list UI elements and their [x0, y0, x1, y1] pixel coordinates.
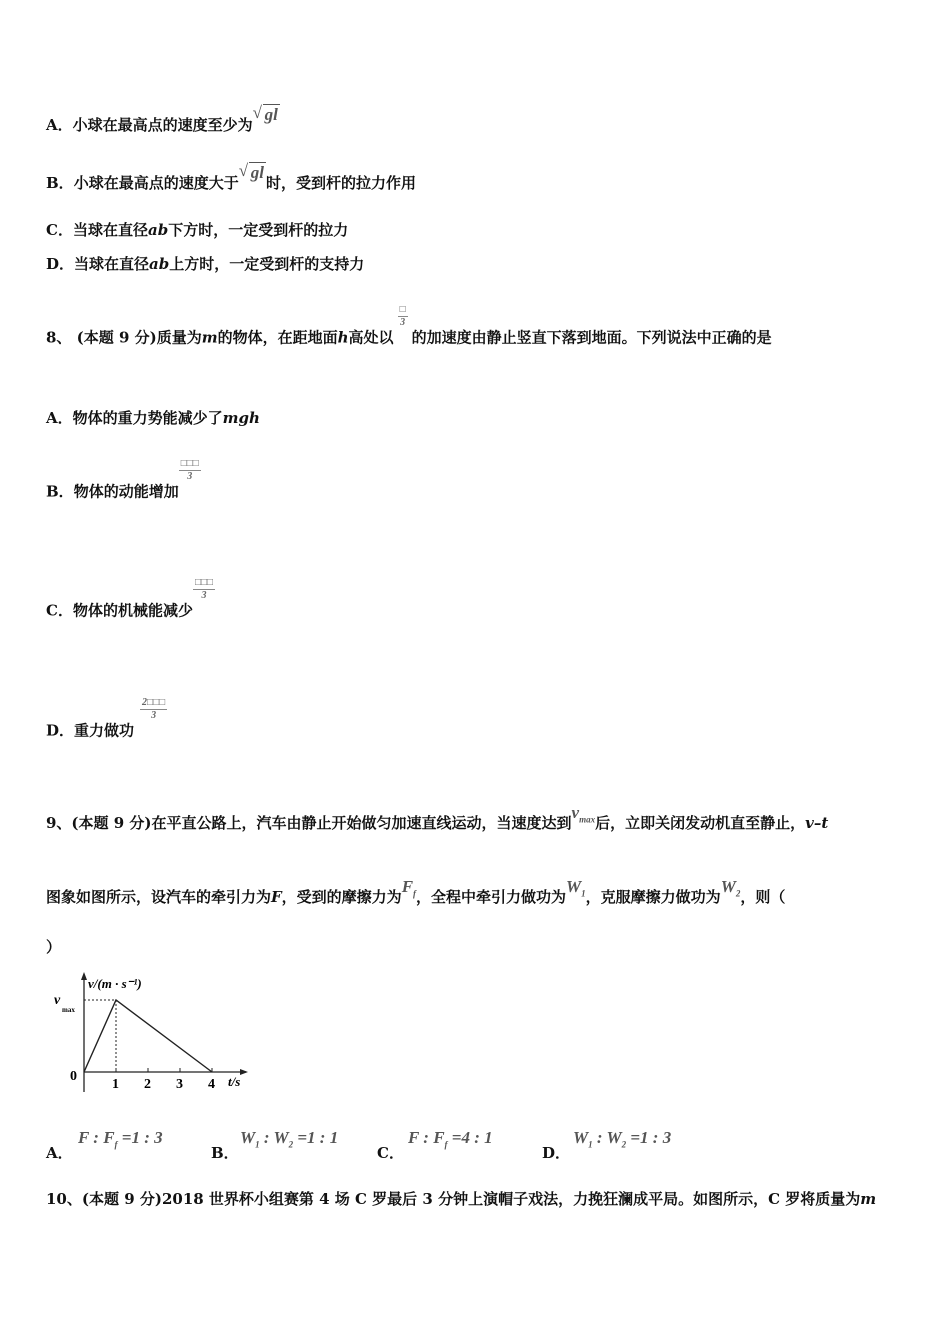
option-label: A．	[46, 116, 73, 134]
x-tick-label-2: 2	[144, 1077, 151, 1092]
sqrt-gl-math: √ gl	[238, 161, 264, 182]
option-label: B．	[46, 174, 74, 192]
q7-option-a	[46, 103, 280, 135]
q8-option-b	[46, 458, 201, 505]
q10-stem-part1: 10、(本题 9 分)2018 世界杯小组赛第 4 场 C 罗最后 3 分钟上演帽子戏法，力挽狂澜成平局。如图所示，C 罗将质量为	[46, 1190, 861, 1208]
q8-stem-part1: 8、 (本题 9 分)质量为	[46, 328, 202, 347]
force-symbol: F	[271, 888, 282, 906]
sqrt-gl-math: √ gl	[252, 103, 278, 124]
option-text: 当球在直径	[74, 255, 150, 273]
option-text: 物体的动能增加	[73, 482, 179, 501]
option-text: 小球在最高点的速度大于	[73, 174, 239, 192]
x-tick-label-1: 1	[112, 1077, 119, 1092]
vmax-label: v	[54, 993, 61, 1008]
option-label: D．	[46, 255, 75, 273]
origin-label: 0	[70, 1069, 77, 1084]
q9-stem-part1: 9、(本题 9 分)在平直公路上，汽车由静止开始做匀加速直线运动，当速度达到	[46, 814, 572, 832]
option-text: 物体的机械能减少	[72, 601, 193, 620]
vt-symbol: v–t	[805, 814, 829, 832]
x-tick-label-3: 3	[176, 1077, 183, 1092]
w1-math: $W_1$	[566, 877, 586, 899]
q7-option-b	[46, 161, 416, 193]
ab-symbol: ab	[149, 255, 170, 273]
option-text-2: 时，受到杆的拉力作用	[265, 174, 416, 192]
option-a-math: F : $F_f =1$ : 3	[78, 1128, 163, 1150]
ab-symbol: ab	[147, 221, 169, 239]
option-text: 物体的重力势能减少了	[72, 409, 223, 427]
mass-symbol: m	[201, 328, 218, 347]
y-axis-arrow	[81, 972, 87, 980]
option-label: D．	[46, 721, 75, 740]
q9-stem-line2	[46, 877, 786, 913]
vt-graph	[50, 970, 260, 1100]
q9-stem-part3: 图象如图所示，设汽车的牵引力为	[46, 888, 272, 906]
q8-stem-part3: 高处以	[348, 328, 394, 347]
q9-stem-part6: ，克服摩擦力做功为	[585, 888, 721, 906]
x-axis-label: t/s	[228, 1074, 241, 1089]
q9-stem-part2: 后，立即关闭发动机直至静止，	[595, 814, 806, 832]
option-b-label: B．	[211, 1144, 239, 1162]
option-text: 重力做功	[74, 721, 135, 740]
option-a-label: A．	[46, 1144, 73, 1162]
option-label: C．	[46, 221, 73, 239]
q8-stem-part2: 的物体，在距地面	[217, 328, 338, 347]
option-d-label: D．	[542, 1144, 571, 1162]
ff-math: $F_f$	[401, 877, 417, 899]
q8-option-a	[46, 408, 260, 428]
q9-stem-part7: ，则（	[740, 888, 786, 906]
x-tick-label-4: 4	[208, 1077, 215, 1092]
g-over-3-fraction: $\frac{□}{3}$	[399, 304, 406, 328]
q8-stem	[46, 304, 772, 351]
mass-symbol: m	[860, 1190, 877, 1208]
x-axis-arrow	[240, 1069, 248, 1075]
option-text: 小球在最高点的速度至少为	[72, 116, 253, 134]
q10-stem	[46, 1189, 876, 1209]
height-symbol: h	[337, 328, 349, 347]
option-c-label: C．	[377, 1144, 404, 1162]
option-text-2: 下方时，一定受到杆的拉力	[168, 221, 349, 239]
w2-math: $W_2$	[720, 877, 741, 899]
q9-stem-part5: ，全程中牵引力做功为	[416, 888, 567, 906]
option-label: A．	[46, 409, 73, 427]
fraction: $\frac{2□□□}{3}$	[142, 697, 166, 721]
y-axis-label: v/(m · s⁻¹)	[88, 976, 142, 991]
q8-option-c	[46, 577, 215, 624]
velocity-line	[84, 1000, 212, 1072]
option-text: 当球在直径	[72, 221, 148, 239]
q9-stem-line3	[46, 937, 61, 957]
option-b-math: $W_1$ : $W_2 =1$ : 1	[240, 1128, 339, 1150]
q9-stem-part8: ）	[46, 938, 62, 956]
q9-stem-part4: ，受到的摩擦力为	[281, 888, 402, 906]
option-d-math: $W_1$ : $W_2 =1$ : 3	[573, 1128, 672, 1150]
graph-root	[54, 972, 248, 1092]
q8-option-d	[46, 697, 167, 744]
q9-options	[46, 1128, 926, 1168]
option-c-math: F : $F_f =4$ : 1	[408, 1128, 493, 1150]
q7-option-d	[46, 254, 364, 274]
mgh-symbol: mgh	[222, 409, 260, 427]
option-text-2: 上方时，一定受到杆的支持力	[169, 255, 365, 273]
fraction: $\frac{□□□}{3}$	[180, 458, 199, 482]
option-label: C．	[46, 601, 73, 620]
q8-stem-part4: 的加速度由静止竖直下落到地面。下列说法中正确的是	[411, 328, 772, 347]
fraction: $\frac{□□□}{3}$	[194, 577, 214, 601]
q9-stem-line1	[46, 803, 829, 839]
option-label: B．	[46, 482, 74, 501]
vmax-sub-label: max	[62, 1006, 75, 1014]
q7-option-c	[46, 220, 348, 240]
vmax-math: $v_{max}$	[571, 803, 596, 825]
